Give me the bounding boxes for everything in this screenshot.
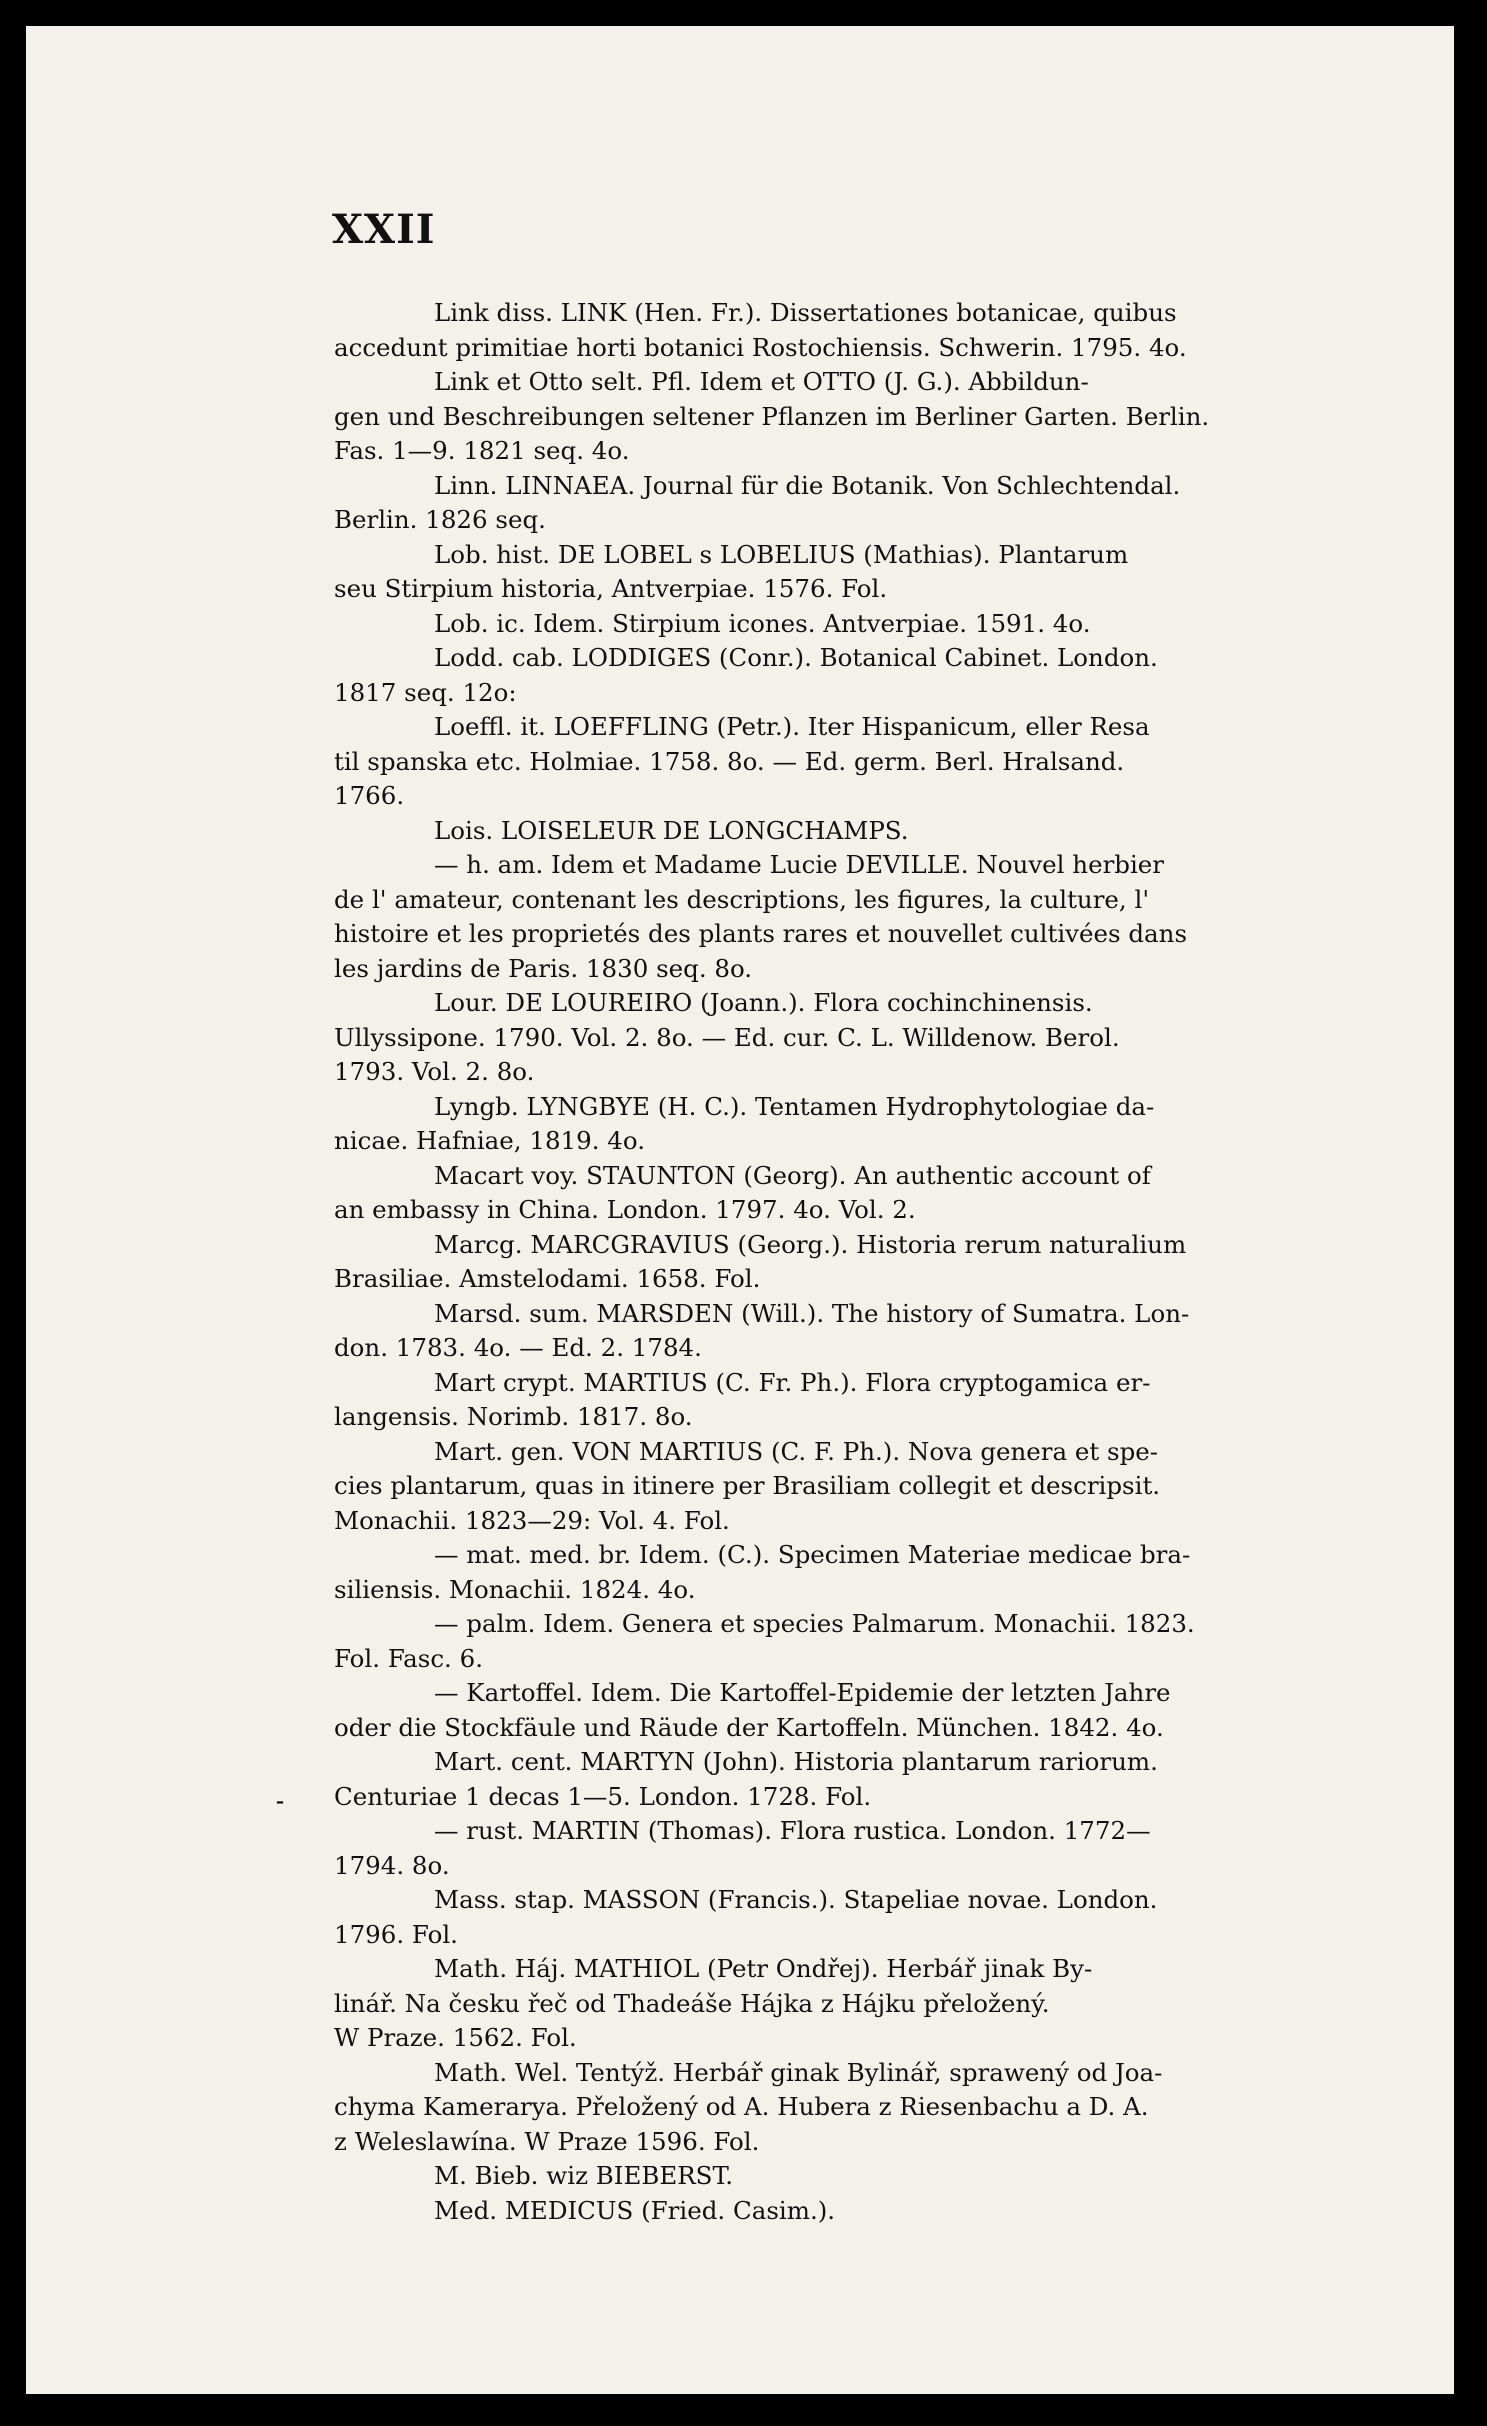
text-line: — palm. Idem. Genera et species Palmarum. Monachii. 1823. xyxy=(434,1609,1195,1638)
text-line: Monachii. 1823—29: Vol. 4. Fol. xyxy=(334,1505,730,1535)
text-line: Link et Otto selt. Pfl. Idem et OTTO (J. G.). Abbildun- xyxy=(434,367,1089,396)
text-line: 1794. 8o. xyxy=(334,1850,450,1880)
text-line: linář. Na česku řeč od Thadeáše Hájka z Hájku přeložený. xyxy=(334,1988,1050,2018)
text-line: — h. am. Idem et Madame Lucie DEVILLE. Nouvel herbier xyxy=(434,850,1165,879)
text-line: an embassy in China. London. 1797. 4o. Vol. 2. xyxy=(334,1195,916,1224)
text-line: Lodd. cab. LODDIGES (Conr.). Botanical Cabinet. London. xyxy=(434,643,1158,672)
text-line: de l' amateur, contenant les descriptions, les figures, la culture, l' xyxy=(334,884,1150,914)
text-line: Brasiliae. Amstelodami. 1658. Fol. xyxy=(334,1264,761,1293)
text-line: seu Stirpium historia, Antverpiae. 1576. Fol. xyxy=(334,574,888,603)
text-line: 1817 seq. 12o: xyxy=(334,677,517,707)
margin-mark: - xyxy=(276,1788,284,1814)
text-line: Lob. ic. Idem. Stirpium icones. Antverpiae. 1591. 4o. xyxy=(434,608,1091,638)
text-line: — Kartoffel. Idem. Die Kartoffel-Epidemie der letzten Jahre xyxy=(434,1678,1171,1707)
text-line: cies plantarum, quas in itinere per Brasiliam collegit et descripsit. xyxy=(334,1471,1161,1500)
text-line: 1793. Vol. 2. 8o. xyxy=(334,1057,535,1086)
text-line: W Praze. 1562. Fol. xyxy=(334,2023,577,2052)
text-line: 1766. xyxy=(334,781,405,810)
text-line: z Weleslawína. W Praze 1596. Fol. xyxy=(334,2126,760,2156)
text-line: Link diss. LINK (Hen. Fr.). Dissertationes botanicae, quibus xyxy=(434,298,1177,327)
text-line: accedunt primitiae horti botanici Rostochiensis. Schwerin. 1795. 4o. xyxy=(334,332,1187,362)
text-line: — mat. med. br. Idem. (C.). Specimen Materiae medicae bra- xyxy=(434,1540,1191,1569)
page xyxy=(26,26,1454,2394)
text-line: Mart. cent. MARTYN (John). Historia plantarum rariorum. xyxy=(434,1747,1158,1776)
text-line: Lyngb. LYNGBYE (H. C.). Tentamen Hydrophytologiae da- xyxy=(434,1091,1155,1121)
text-line: oder die Stockfäule und Räude der Kartoffeln. München. 1842. 4o. xyxy=(334,1712,1164,1742)
text-line: siliensis. Monachii. 1824. 4o. xyxy=(334,1574,696,1604)
text-line: Lour. DE LOUREIRO (Joann.). Flora cochinchinensis. xyxy=(434,988,1093,1017)
text-line: M. Bieb. wiz BIEBERST. xyxy=(434,2161,733,2190)
text-line: nicae. Hafniae, 1819. 4o. xyxy=(334,1126,645,1155)
text-line: gen und Beschreibungen seltener Pflanzen im Berliner Garten. Berlin. xyxy=(334,401,1210,431)
text-line: Fol. Fasc. 6. xyxy=(334,1643,484,1673)
text-line: Lois. LOISELEUR DE LONGCHAMPS. xyxy=(434,815,909,845)
text-line: Loeffl. it. LOEFFLING (Petr.). Iter Hispanicum, eller Resa xyxy=(434,712,1150,741)
text-line: Med. MEDICUS (Fried. Casim.). xyxy=(434,2195,836,2225)
text-line: Berlin. 1826 seq. xyxy=(334,505,546,534)
text-line: langensis. Norimb. 1817. 8o. xyxy=(334,1402,693,1431)
text-line: Linn. LINNAEA. Journal für die Botanik. Von Schlechtendal. xyxy=(434,470,1181,500)
text-line: les jardins de Paris. 1830 seq. 8o. xyxy=(334,953,753,983)
text-line: Fas. 1—9. 1821 seq. 4o. xyxy=(334,436,630,465)
text-line: Macart voy. STAUNTON (Georg). An authentic account of xyxy=(434,1160,1151,1190)
text-line: Math. Háj. MATHIOL (Petr Ondřej). Herbář jinak By- xyxy=(434,1954,1093,1983)
text-line: don. 1783. 4o. — Ed. 2. 1784. xyxy=(334,1333,702,1362)
text-line: Marsd. sum. MARSDEN (Will.). The history of Sumatra. Lon- xyxy=(434,1298,1190,1328)
text-line: Marcg. MARCGRAVIUS (Georg.). Historia rerum naturalium xyxy=(434,1229,1187,1259)
text-line: Centuriae 1 decas 1—5. London. 1728. Fol. xyxy=(334,1781,872,1811)
text-line: Ullyssipone. 1790. Vol. 2. 8o. — Ed. cur. C. L. Willdenow. Berol. xyxy=(334,1022,1120,1052)
text-line: Mass. stap. MASSON (Francis.). Stapeliae novae. London. xyxy=(434,1885,1158,1914)
text-line: Mart crypt. MARTIUS (C. Fr. Ph.). Flora cryptogamica er- xyxy=(434,1367,1151,1397)
text-line: 1796. Fol. xyxy=(334,1919,458,1949)
text-line: histoire et les proprietés des plants rares et nouvellet cultivées dans xyxy=(334,919,1188,948)
text-line: chyma Kamerarya. Přeložený od A. Hubera z Riesenbachu a D. A. xyxy=(334,2092,1149,2121)
text-line: til spanska etc. Holmiae. 1758. 8o. — Ed. germ. Berl. Hralsand. xyxy=(334,746,1125,776)
text-line: Mart. gen. VON MARTIUS (C. F. Ph.). Nova genera et spe- xyxy=(434,1436,1159,1466)
text-line: Math. Wel. Tentýž. Herbář ginak Bylinář, sprawený od Joa- xyxy=(434,2057,1163,2087)
page-number: XXII xyxy=(332,206,436,253)
text-line: — rust. MARTIN (Thomas). Flora rustica. London. 1772— xyxy=(434,1816,1151,1845)
text-line: Lob. hist. DE LOBEL s LOBELIUS (Mathias). Plantarum xyxy=(434,539,1129,569)
